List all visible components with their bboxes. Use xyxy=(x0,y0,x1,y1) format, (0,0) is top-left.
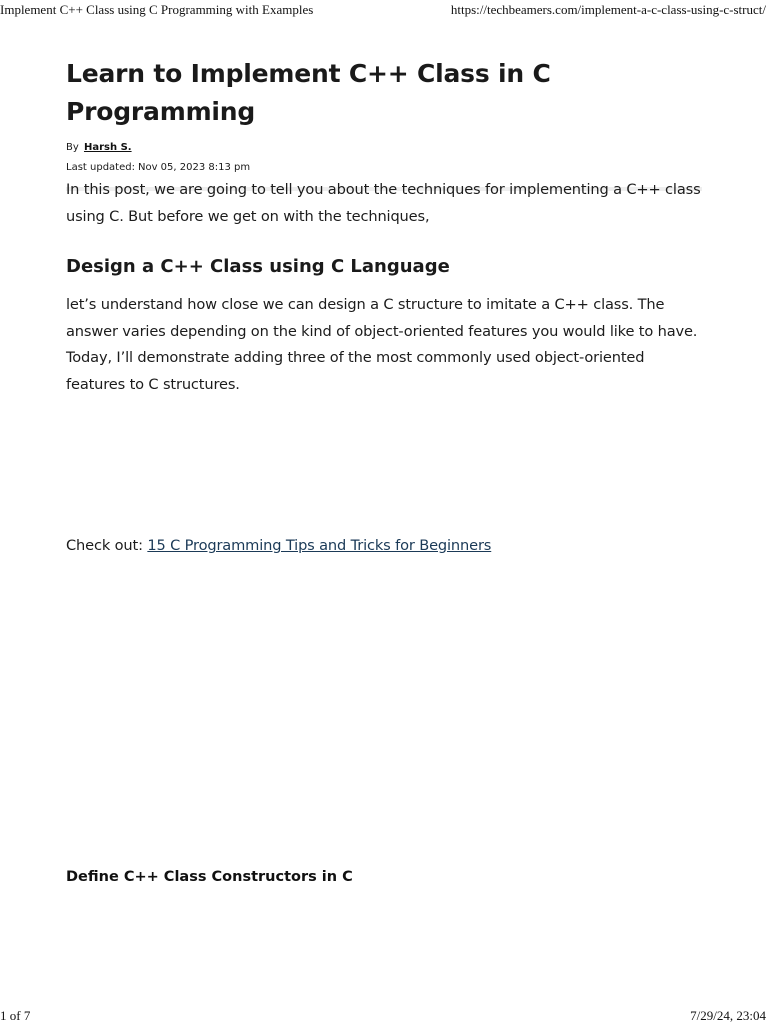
print-footer xyxy=(0,1008,768,1024)
print-header-url: https://techbeamers.com/implement-a-c-class-using-c-struct/ xyxy=(450,2,766,17)
updated-date: Nov 05, 2023 8:13 pm xyxy=(137,162,251,173)
updated-label: Last updated: xyxy=(66,162,135,173)
checkout-link[interactable]: 15 C Programming Tips and Tricks for Beginners xyxy=(147,537,492,554)
print-header-title: Implement C++ Class using C Programming with Examples xyxy=(0,2,314,17)
last-updated xyxy=(66,161,702,175)
checkout-prefix: Check out: xyxy=(66,537,143,554)
article xyxy=(66,55,702,885)
page-number: 1 of 7 xyxy=(0,1008,31,1023)
section-heading: Design a C++ Class using C Language xyxy=(66,256,450,277)
checkout-line xyxy=(66,533,702,560)
byline-prefix: By xyxy=(66,142,79,153)
constructors-heading: Define C++ Class Constructors in C xyxy=(66,869,353,885)
print-header xyxy=(0,2,768,18)
section-paragraph: let’s understand how close we can design a C structure to imitate a C++ class. The answer varies depending on the kind of object-oriented features you would like to have. Today, I’ll demonstrate adding three of the most commonly used object-oriented features to C structures. xyxy=(66,296,698,393)
page-title: Learn to Implement C++ Class in C Programming xyxy=(66,59,551,126)
author-link[interactable]: Harsh S. xyxy=(83,142,132,153)
byline xyxy=(66,141,702,155)
print-timestamp: 7/29/24, 23:04 xyxy=(690,1008,766,1023)
intro-paragraph: In this post, we are going to tell you about the techniques for implementing a C++ class using C. But before we get on with the techniques, xyxy=(66,181,701,225)
